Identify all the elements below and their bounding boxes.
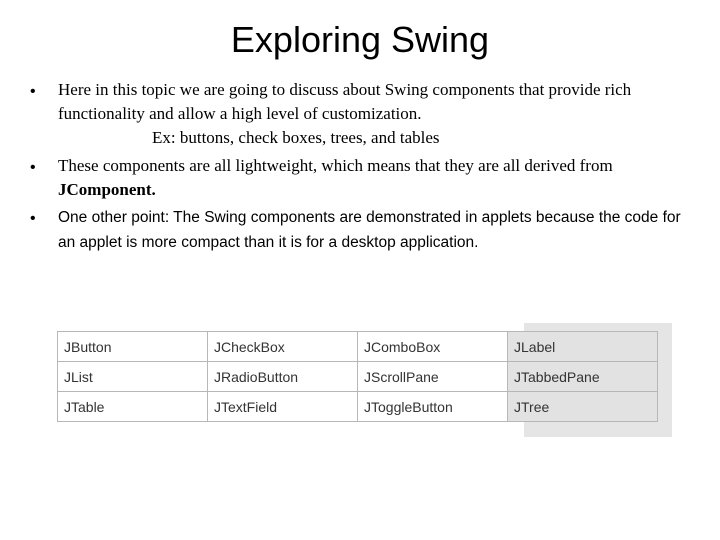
slide-title: Exploring Swing	[230, 19, 490, 60]
bullet-text: Here in this topic we are going to discuss about Swing components that provide rich functionality and allow a high level of customization.	[58, 80, 632, 123]
bullet-marker: •	[30, 159, 36, 176]
table-cell: JList	[58, 362, 208, 392]
table-cell: JCheckBox	[208, 332, 358, 362]
table-cell: JTextField	[208, 392, 358, 422]
table-cell: JTabbedPane	[508, 362, 658, 392]
table-cell: JTable	[58, 392, 208, 422]
components-table	[57, 331, 658, 422]
bullet-example: Ex: buttons, check boxes, trees, and tables	[152, 128, 440, 147]
table-cell: JComboBox	[358, 332, 508, 362]
table-cell: JButton	[58, 332, 208, 362]
bullet-text: One other point: The Swing components are demonstrated in applets because the code for an applet is more compact than it is for a desktop application.	[58, 209, 681, 251]
table-row	[58, 362, 658, 392]
bullet-item	[30, 78, 690, 150]
table-cell: JTree	[508, 392, 658, 422]
table-cell: JScrollPane	[358, 362, 508, 392]
bullet-item	[30, 205, 690, 255]
bullet-list	[30, 78, 690, 255]
bullet-marker: •	[30, 210, 36, 227]
table-cell: JToggleButton	[358, 392, 508, 422]
table-cell: JLabel	[508, 332, 658, 362]
table-cell: JRadioButton	[208, 362, 358, 392]
bullet-marker: •	[30, 83, 36, 100]
bullet-text: These components are all lightweight, which means that they are all derived from	[58, 156, 613, 175]
table-row	[58, 332, 658, 362]
table-row	[58, 392, 658, 422]
bullet-bold-text: JComponent.	[58, 180, 156, 199]
bullet-item	[30, 154, 690, 202]
